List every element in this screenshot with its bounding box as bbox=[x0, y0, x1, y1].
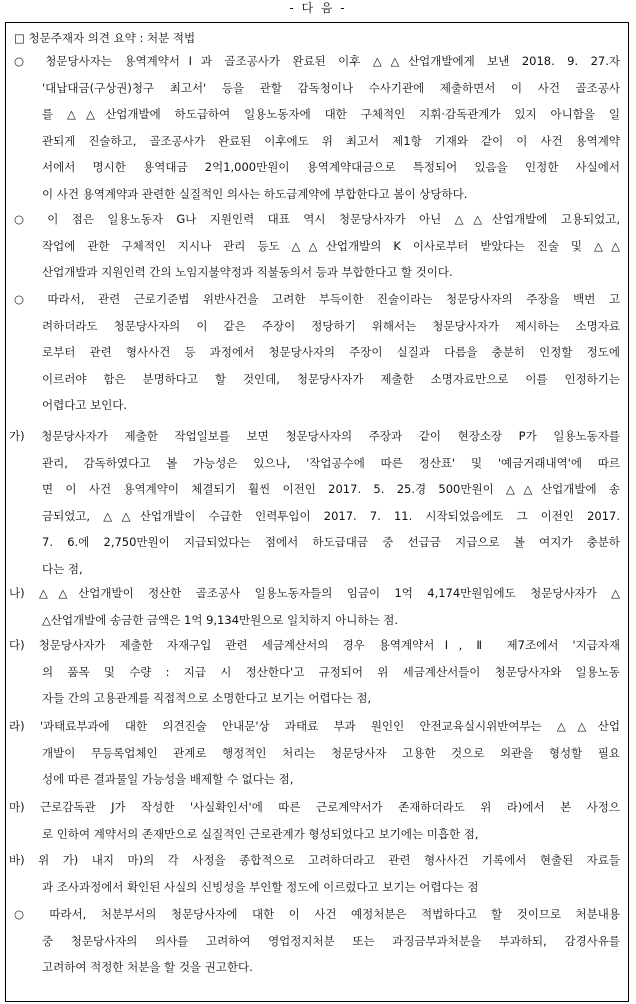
paragraph-line: ○ 청문당사자는 용역계약서Ⅰ과 골조공사가 완료된 이후 △△산업개발에게 보낸 2018. 9. 27.자 bbox=[14, 54, 620, 68]
paragraph-line: ○ 이 점은 일용노동자 G나 지원인력 대표 역시 청문당사자가 아닌 △△산업개발에 고용되었고, bbox=[14, 212, 620, 226]
paragraph-line: △산업개발에 송금한 금액은 1억 9,134만원으로 일치하지 아니하는 점. bbox=[42, 613, 399, 627]
paragraph-line: 성에 따른 결과물일 가능성을 배제할 수 없다는 점, bbox=[42, 772, 294, 786]
paragraph-line: 서에서 명시한 용역대금 2억1,000만원이 용역계약대금으로 특정되어 있음을 인정한 사실에서 bbox=[42, 160, 620, 174]
paragraph-line: ○ 따라서, 처분부서의 청문당사자에 대한 이 사건 예정처분은 적법하다고 할 것이므로 처분내용 bbox=[14, 907, 620, 921]
paragraph-line: 자들 간의 고용관계를 직접적으로 소명한다고 보기는 어렵다는 점, bbox=[42, 691, 372, 705]
paragraph-line: '대납대금(구상권)청구 최고서' 등을 관할 감독청이나 수사기관에 제출하면서 이 사건 골조공사 bbox=[42, 81, 620, 95]
hearing-opinion-box bbox=[5, 22, 629, 1002]
paragraph-line: 려하더라도 청문당사자의 이 같은 주장이 정당하기 위해서는 청문당사자가 제시하는 소명자료 bbox=[42, 319, 620, 333]
paragraph-line: 로부터 관련 형사사건 등 과정에서 청문당사자의 주장이 실질과 다름을 충분히 인정할 정도에 bbox=[42, 345, 620, 359]
paragraph-line: 중 청문당사자의 의사를 고려하여 영업정지처분 또는 과징금부과처분을 부과하되, 감경사유를 bbox=[42, 934, 620, 948]
paragraph-line: 다는 점, bbox=[42, 562, 83, 576]
paragraph-line: 어렵다고 보인다. bbox=[42, 398, 128, 412]
paragraph-line: 로 인하여 계약서의 존재만으로 실질적인 근로관계가 형성되었다고 보기에는 미흡한 점, bbox=[42, 827, 479, 841]
paragraph-line: 가) 청문당사자가 제출한 작업일보를 보면 청문당사자의 주장과 같이 현장소장 P가 일용노동자를 bbox=[9, 429, 620, 443]
paragraph-line: 라) '과태료부과에 대한 의견진술 안내문'상 과태료 부과 원인인 안전교육실시위반여부는 △△산업 bbox=[9, 719, 620, 733]
paragraph-line: 바) 위 가) 내지 마)의 각 사정을 종합적으로 고려하더라고 관련 형사사건 기록에서 현출된 자료들 bbox=[9, 853, 620, 867]
paragraph-line: 이 사건 용역계약과 관련한 실질적인 의사는 하도급계약에 부합한다고 봄이 상당하다. bbox=[42, 187, 468, 201]
box-title: □ 청문주재자 의견 요약 : 처분 적법 bbox=[14, 31, 196, 45]
paragraph-line: 를 △△산업개발에 하도급하여 일용노동자에 대한 구체적인 지휘·감독관계가 있지 아니함을 일 bbox=[42, 107, 620, 121]
page-heading: - 다 음 - bbox=[289, 1, 347, 15]
paragraph-line: 나) △△산업개발이 정산한 골조공사 일용노동자들의 임금이 1억 4,174만원임에도 청문당사자가 △ bbox=[9, 586, 620, 600]
paragraph-line: 작업에 관한 구체적인 지시나 관리 등도 △△산업개발의 K 이사로부터 받았다는 진술 및 △△ bbox=[42, 239, 620, 253]
paragraph-line: ○ 따라서, 관련 근로기준법 위반사건을 고려한 부득이한 진술이라는 청문당사자의 주장을 백번 고 bbox=[14, 292, 620, 306]
paragraph-line: 의 품목 및 수량 : 지급 시 정산한다'고 규정되어 위 세금계산서들이 청문당사자와 일용노동 bbox=[42, 665, 620, 679]
paragraph-line: 다) 청문당사자가 제출한 자재구입 관련 세금계산서의 경우 용역계약서Ⅰ, Ⅱ 제7조에서 '지급자재 bbox=[9, 638, 620, 652]
paragraph-line: 면 이 사건 용역계약이 체결되기 훨씬 이전인 2017. 5. 25.경 500만원이 △△산업개발에 송 bbox=[42, 482, 620, 496]
paragraph-line: 금되었고, △△산업개발이 수급한 인력투입이 2017. 7. 11. 시작되었음에도 그 이전인 2017. bbox=[42, 509, 620, 523]
paragraph-line: 관되게 진술하고, 골조공사가 완료된 이후에도 위 최고서 제1항 기재와 같이 이 사건 용역계약 bbox=[42, 134, 620, 148]
paragraph-line: 이르러야 함은 분명하다고 할 것인데, 청문당사자가 제출한 소명자료만으로 이를 인정하기는 bbox=[42, 372, 620, 386]
paragraph-line: 7. 6.에 2,750만원이 지급되었다는 점에서 하도급대금 중 선급금 지급으로 볼 여지가 충분하 bbox=[42, 535, 620, 549]
paragraph-line: 고려하여 적정한 처분을 할 것을 권고한다. bbox=[42, 960, 253, 974]
paragraph-line: 관리, 감독하였다고 볼 가능성은 있으나, '작업공수에 따른 정산표' 및 '예금거래내역'에 따르 bbox=[42, 456, 620, 470]
paragraph-line: 과 조사과정에서 확인된 사실의 신빙성을 부인할 정도에 이르렀다고 보기는 어렵다는 점 bbox=[42, 880, 479, 894]
paragraph-line: 개발이 무등록업체인 관계로 행정적인 처리는 청문당사자 고용한 것으로 외관을 형성할 필요 bbox=[42, 746, 620, 760]
paragraph-line: 산업개발과 지원인력 간의 노임지불약정과 직불동의서 등과 부합한다고 할 것이다. bbox=[42, 265, 453, 279]
paragraph-line: 마) 근로감독관 J가 작성한 '사실확인서'에 따른 근로계약서가 존재하더라도 위 라)에서 본 사정으 bbox=[9, 800, 620, 814]
